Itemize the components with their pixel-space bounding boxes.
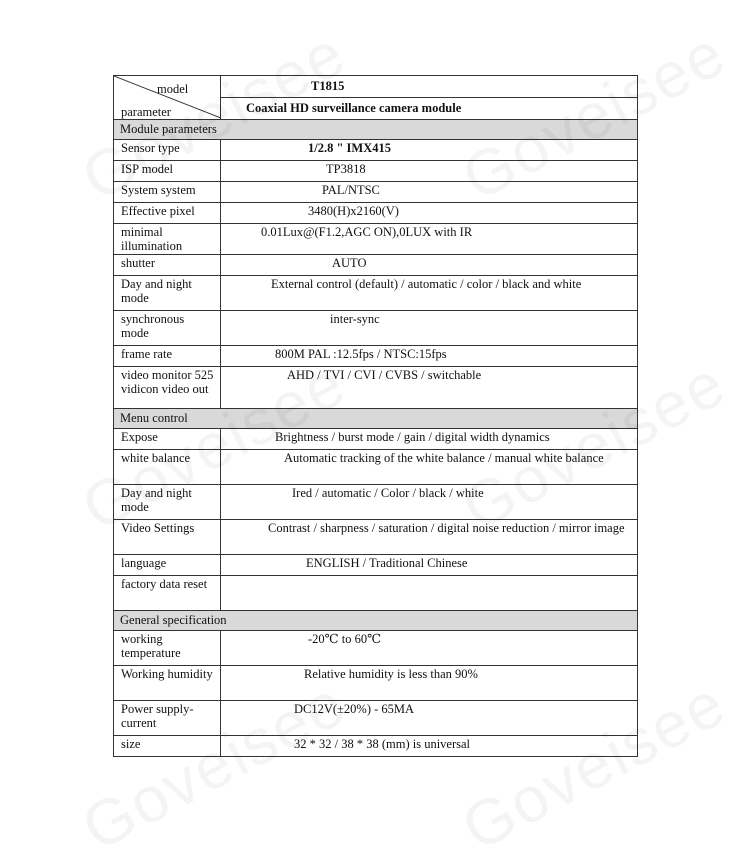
header-parameter-label: parameter xyxy=(121,105,171,119)
table-row xyxy=(114,736,638,757)
section-header xyxy=(114,409,638,429)
row-label: language xyxy=(114,555,221,576)
row-label: Effective pixel xyxy=(114,203,221,224)
table-row xyxy=(114,203,638,224)
table-row xyxy=(114,346,638,367)
row-value: AHD / TVI / CVI / CVBS / switchable xyxy=(221,367,638,409)
table-row xyxy=(114,367,638,409)
row-label: Day and night mode xyxy=(114,276,221,311)
spec-table xyxy=(113,75,638,757)
row-label: Power supply-current xyxy=(114,701,221,736)
row-label: frame rate xyxy=(114,346,221,367)
row-value: Ired / automatic / Color / black / white xyxy=(221,485,638,520)
row-label: white balance xyxy=(114,450,221,485)
table-row xyxy=(114,576,638,611)
row-value: AUTO xyxy=(221,255,638,276)
row-label: working temperature xyxy=(114,631,221,666)
header-row xyxy=(114,76,638,120)
table-row xyxy=(114,255,638,276)
row-value: 3480(H)x2160(V) xyxy=(221,203,638,224)
header-model-label: model xyxy=(157,82,189,96)
row-value: Brightness / burst mode / gain / digital width dynamics xyxy=(221,429,638,450)
spec-body xyxy=(114,120,638,757)
row-label: Expose xyxy=(114,429,221,450)
table-row xyxy=(114,450,638,485)
row-label: size xyxy=(114,736,221,757)
section-header xyxy=(114,120,638,140)
table-row xyxy=(114,429,638,450)
table-row xyxy=(114,311,638,346)
row-value: 32 * 32 / 38 * 38 (mm) is universal xyxy=(221,736,638,757)
table-row xyxy=(114,701,638,736)
row-label: shutter xyxy=(114,255,221,276)
table-row xyxy=(114,666,638,701)
row-label: Sensor type xyxy=(114,140,221,161)
row-value: External control (default) / automatic / color / black and white xyxy=(221,276,638,311)
row-value: PAL/NTSC xyxy=(221,182,638,203)
row-label: Day and night mode xyxy=(114,485,221,520)
table-row xyxy=(114,140,638,161)
row-label: Working humidity xyxy=(114,666,221,701)
row-label: minimal illumination xyxy=(114,224,221,255)
table-row xyxy=(114,520,638,555)
table-row xyxy=(114,631,638,666)
row-value: Automatic tracking of the white balance / manual white balance xyxy=(221,450,638,485)
section-title: Module parameters xyxy=(114,120,638,140)
row-label: factory data reset xyxy=(114,576,221,611)
row-label: System system xyxy=(114,182,221,203)
table-row xyxy=(114,485,638,520)
header-value-cell xyxy=(221,76,638,120)
row-value: DC12V(±20%) - 65MA xyxy=(221,701,638,736)
row-value: ENGLISH / Traditional Chinese xyxy=(221,555,638,576)
row-label: video monitor 525 vidicon video out xyxy=(114,367,221,409)
row-value: Relative humidity is less than 90% xyxy=(221,666,638,701)
row-value xyxy=(221,576,638,611)
row-value: 0.01Lux@(F1.2,AGC ON),0LUX with IR xyxy=(221,224,638,255)
row-label: synchronous mode xyxy=(114,311,221,346)
table-row xyxy=(114,182,638,203)
table-row xyxy=(114,224,638,255)
row-value: Contrast / sharpness / saturation / digital noise reduction / mirror image xyxy=(221,520,638,555)
table-row xyxy=(114,161,638,182)
row-label: ISP model xyxy=(114,161,221,182)
product-name: Coaxial HD surveillance camera module xyxy=(246,101,462,115)
header-diagonal-cell xyxy=(114,76,221,120)
table-row xyxy=(114,276,638,311)
table-row xyxy=(114,555,638,576)
model-value: T1815 xyxy=(311,79,345,93)
row-label: Video Settings xyxy=(114,520,221,555)
row-value: inter-sync xyxy=(221,311,638,346)
section-title: General specification xyxy=(114,611,638,631)
row-value: -20℃ to 60℃ xyxy=(221,631,638,666)
row-value: TP3818 xyxy=(221,161,638,182)
section-header xyxy=(114,611,638,631)
row-value: 1/2.8 " IMX415 xyxy=(221,140,638,161)
section-title: Menu control xyxy=(114,409,638,429)
row-value: 800M PAL :12.5fps / NTSC:15fps xyxy=(221,346,638,367)
